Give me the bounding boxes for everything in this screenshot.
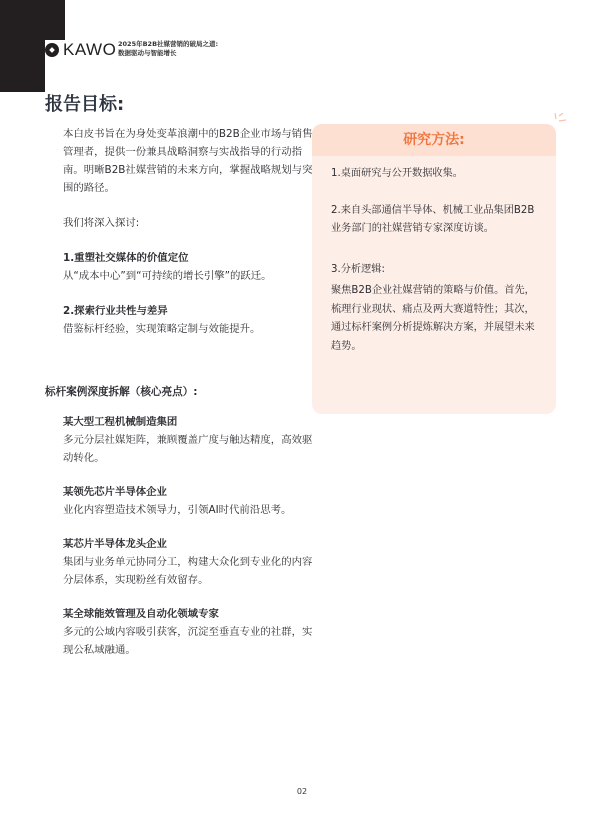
- point-heading: 2.探索行业共性与差异: [63, 305, 168, 317]
- card-title: 研究方法:: [312, 124, 556, 156]
- case-item: [63, 535, 313, 589]
- cases-title: 标杆案例深度拆解（核心亮点）:: [45, 386, 198, 398]
- logo-mark-icon: [45, 43, 59, 57]
- intro-section: [63, 125, 313, 338]
- method-item: 2.来自头部通信半导体、机械工业品集团B2B业务部门的社媒营销专家深度访谈。: [331, 204, 535, 234]
- card-body: [312, 156, 556, 365]
- point-text: 借鉴标杆经验，实现策略定制与效能提升。: [63, 323, 261, 335]
- case-heading: 某大型工程机械制造集团: [63, 416, 178, 428]
- method-item: 1.桌面研究与公开数据收集。: [331, 168, 463, 179]
- corner-block: [0, 40, 45, 92]
- intro-paragraph: 本白皮书旨在为身处变革浪潮中的B2B企业市场与销售管理者，提供一份兼具战略洞察与实战指导的行动指南。明晰B2B社媒营销的未来方向，掌握战略规划与突围的路径。: [63, 128, 313, 194]
- subtitle-line: 数据驱动与智能增长: [118, 49, 177, 57]
- method-item-text: 聚焦B2B企业社媒营销的策略与价值。首先，梳理行业现状、痛点及两大赛道特性；其次，通过标杆案例分析提炼解决方案，并展望未来趋势。: [331, 285, 535, 352]
- logo-text: KAWO: [63, 40, 117, 59]
- research-method-card: [312, 124, 556, 414]
- kawo-logo: [45, 40, 116, 60]
- explore-label: 我们将深入探讨:: [63, 217, 140, 229]
- method-item-label: 3.分析逻辑:: [331, 263, 385, 275]
- report-subtitle: [118, 40, 218, 58]
- corner-block: [0, 0, 65, 40]
- point-text: 从“成本中心”到“可持续的增长引擎”的跃迁。: [63, 270, 272, 282]
- case-text: 业化内容塑造技术领导力，引领AI时代前沿思考。: [63, 504, 292, 516]
- case-text: 多元的公域内容吸引获客，沉淀至垂直专业的社群，实现公私域融通。: [63, 626, 313, 656]
- case-heading: 某领先芯片半导体企业: [63, 486, 167, 498]
- cases-list: [63, 413, 313, 675]
- subtitle-line: 2025年B2B社媒营销的破局之道:: [118, 40, 219, 48]
- sparkle-icon: [553, 113, 567, 127]
- page-title: 报告目标:: [45, 94, 125, 115]
- case-text: 集团与业务单元协同分工，构建大众化到专业化的内容分层体系，实现粉丝有效留存。: [63, 556, 313, 586]
- point-heading: 1.重塑社交媒体的价值定位: [63, 252, 189, 264]
- case-heading: 某芯片半导体龙头企业: [63, 538, 167, 550]
- case-item: [63, 413, 313, 467]
- page-number: 02: [296, 787, 308, 796]
- case-text: 多元分层社媒矩阵，兼顾覆盖广度与触达精度，高效驱动转化。: [63, 434, 313, 464]
- case-item: [63, 605, 313, 659]
- case-item: [63, 483, 313, 519]
- case-heading: 某全球能效管理及自动化领域专家: [63, 608, 219, 620]
